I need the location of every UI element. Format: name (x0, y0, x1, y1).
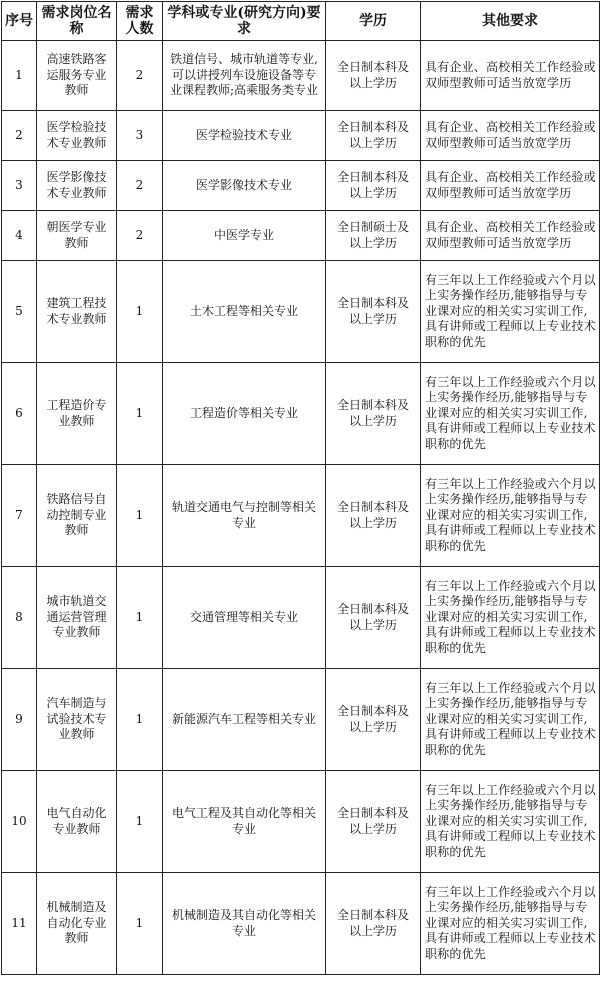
cell-other: 具有企业、高校相关工作经验或双师型教师可适当放宽学历 (421, 111, 600, 161)
cell-count: 1 (117, 261, 163, 363)
table-row (2, 161, 600, 211)
cell-seq: 1 (2, 41, 37, 111)
cell-count: 1 (117, 465, 163, 567)
cell-major: 医学检验技术专业 (163, 111, 326, 161)
cell-other: 有三年以上工作经验或六个月以上实务操作经历,能够指导与专业课对应的相关实习实训工作,具有讲师或工程师以上专业技术职称的优先 (421, 873, 600, 975)
cell-position: 朝医学专业教师 (37, 211, 117, 261)
cell-other: 有三年以上工作经验或六个月以上实务操作经历,能够指导与专业课对应的相关实习实训工作,具有讲师或工程师以上专业技术职称的优先 (421, 567, 600, 669)
table-header-row (2, 2, 600, 41)
cell-education: 全日制本科及以上学历 (326, 567, 421, 669)
cell-education: 全日制本科及以上学历 (326, 363, 421, 465)
cell-major: 轨道交通电气与控制等相关专业 (163, 465, 326, 567)
cell-other: 有三年以上工作经验或六个月以上实务操作经历,能够指导与专业课对应的相关实习实训工作,具有讲师或工程师以上专业技术职称的优先 (421, 771, 600, 873)
cell-position: 城市轨道交通运营管理专业教师 (37, 567, 117, 669)
cell-seq: 4 (2, 211, 37, 261)
cell-education: 全日制本科及以上学历 (326, 465, 421, 567)
cell-seq: 5 (2, 261, 37, 363)
cell-education: 全日制本科及以上学历 (326, 669, 421, 771)
table-row (2, 363, 600, 465)
cell-education: 全日制本科及以上学历 (326, 161, 421, 211)
cell-major: 电气工程及其自动化等相关专业 (163, 771, 326, 873)
cell-other: 具有企业、高校相关工作经验或双师型教师可适当放宽学历 (421, 41, 600, 111)
cell-position: 电气自动化专业教师 (37, 771, 117, 873)
table-row (2, 211, 600, 261)
cell-count: 1 (117, 771, 163, 873)
cell-position: 工程造价专业教师 (37, 363, 117, 465)
table-row (2, 669, 600, 771)
cell-education: 全日制本科及以上学历 (326, 261, 421, 363)
cell-seq: 9 (2, 669, 37, 771)
table-row (2, 261, 600, 363)
table-row (2, 567, 600, 669)
cell-major: 机械制造及其自动化等相关专业 (163, 873, 326, 975)
cell-seq: 3 (2, 161, 37, 211)
cell-count: 2 (117, 161, 163, 211)
header-education: 学历 (326, 2, 421, 41)
cell-seq: 6 (2, 363, 37, 465)
cell-other: 有三年以上工作经验或六个月以上实务操作经历,能够指导与专业课对应的相关实习实训工作,具有讲师或工程师以上专业技术职称的优先 (421, 669, 600, 771)
header-other: 其他要求 (421, 2, 600, 41)
cell-seq: 11 (2, 873, 37, 975)
cell-count: 3 (117, 111, 163, 161)
cell-seq: 7 (2, 465, 37, 567)
cell-count: 2 (117, 41, 163, 111)
cell-position: 建筑工程技术专业教师 (37, 261, 117, 363)
cell-education: 全日制本科及以上学历 (326, 111, 421, 161)
cell-count: 1 (117, 363, 163, 465)
cell-major: 土木工程等相关专业 (163, 261, 326, 363)
cell-major: 交通管理等相关专业 (163, 567, 326, 669)
cell-position: 汽车制造与试验技术专业教师 (37, 669, 117, 771)
recruitment-table (1, 1, 600, 975)
cell-education: 全日制本科及以上学历 (326, 771, 421, 873)
cell-seq: 10 (2, 771, 37, 873)
header-seq: 序号 (2, 2, 37, 41)
cell-education: 全日制本科及以上学历 (326, 873, 421, 975)
cell-count: 2 (117, 211, 163, 261)
cell-major: 医学影像技术专业 (163, 161, 326, 211)
cell-position: 铁路信号自动控制专业教师 (37, 465, 117, 567)
table-row (2, 771, 600, 873)
cell-position: 医学检验技术专业教师 (37, 111, 117, 161)
cell-major: 工程造价等相关专业 (163, 363, 326, 465)
cell-other: 具有企业、高校相关工作经验或双师型教师可适当放宽学历 (421, 161, 600, 211)
cell-major: 中医学专业 (163, 211, 326, 261)
cell-position: 机械制造及自动化专业教师 (37, 873, 117, 975)
table-row (2, 873, 600, 975)
cell-education: 全日制本科及以上学历 (326, 41, 421, 111)
cell-count: 1 (117, 669, 163, 771)
cell-other: 有三年以上工作经验或六个月以上实务操作经历,能够指导与专业课对应的相关实习实训工作,具有讲师或工程师以上专业技术职称的优先 (421, 363, 600, 465)
cell-major: 铁道信号、城市轨道等专业,可以讲授列车设施设备等专业课程教师;高乘服务类专业 (163, 41, 326, 111)
header-position: 需求岗位名称 (37, 2, 117, 41)
cell-other: 有三年以上工作经验或六个月以上实务操作经历,能够指导与专业课对应的相关实习实训工作,具有讲师或工程师以上专业技术职称的优先 (421, 465, 600, 567)
table-row (2, 465, 600, 567)
cell-seq: 2 (2, 111, 37, 161)
cell-major: 新能源汽车工程等相关专业 (163, 669, 326, 771)
table-row (2, 41, 600, 111)
cell-count: 1 (117, 567, 163, 669)
header-major: 学科或专业(研究方向)要求 (163, 2, 326, 41)
cell-position: 高速铁路客运服务专业教师 (37, 41, 117, 111)
cell-count: 1 (117, 873, 163, 975)
cell-other: 具有企业、高校相关工作经验或双师型教师可适当放宽学历 (421, 211, 600, 261)
cell-other: 有三年以上工作经验或六个月以上实务操作经历,能够指导与专业课对应的相关实习实训工作,具有讲师或工程师以上专业技术职称的优先 (421, 261, 600, 363)
table-row (2, 111, 600, 161)
cell-education: 全日制硕士及以上学历 (326, 211, 421, 261)
cell-seq: 8 (2, 567, 37, 669)
header-count: 需求人数 (117, 2, 163, 41)
cell-position: 医学影像技术专业教师 (37, 161, 117, 211)
